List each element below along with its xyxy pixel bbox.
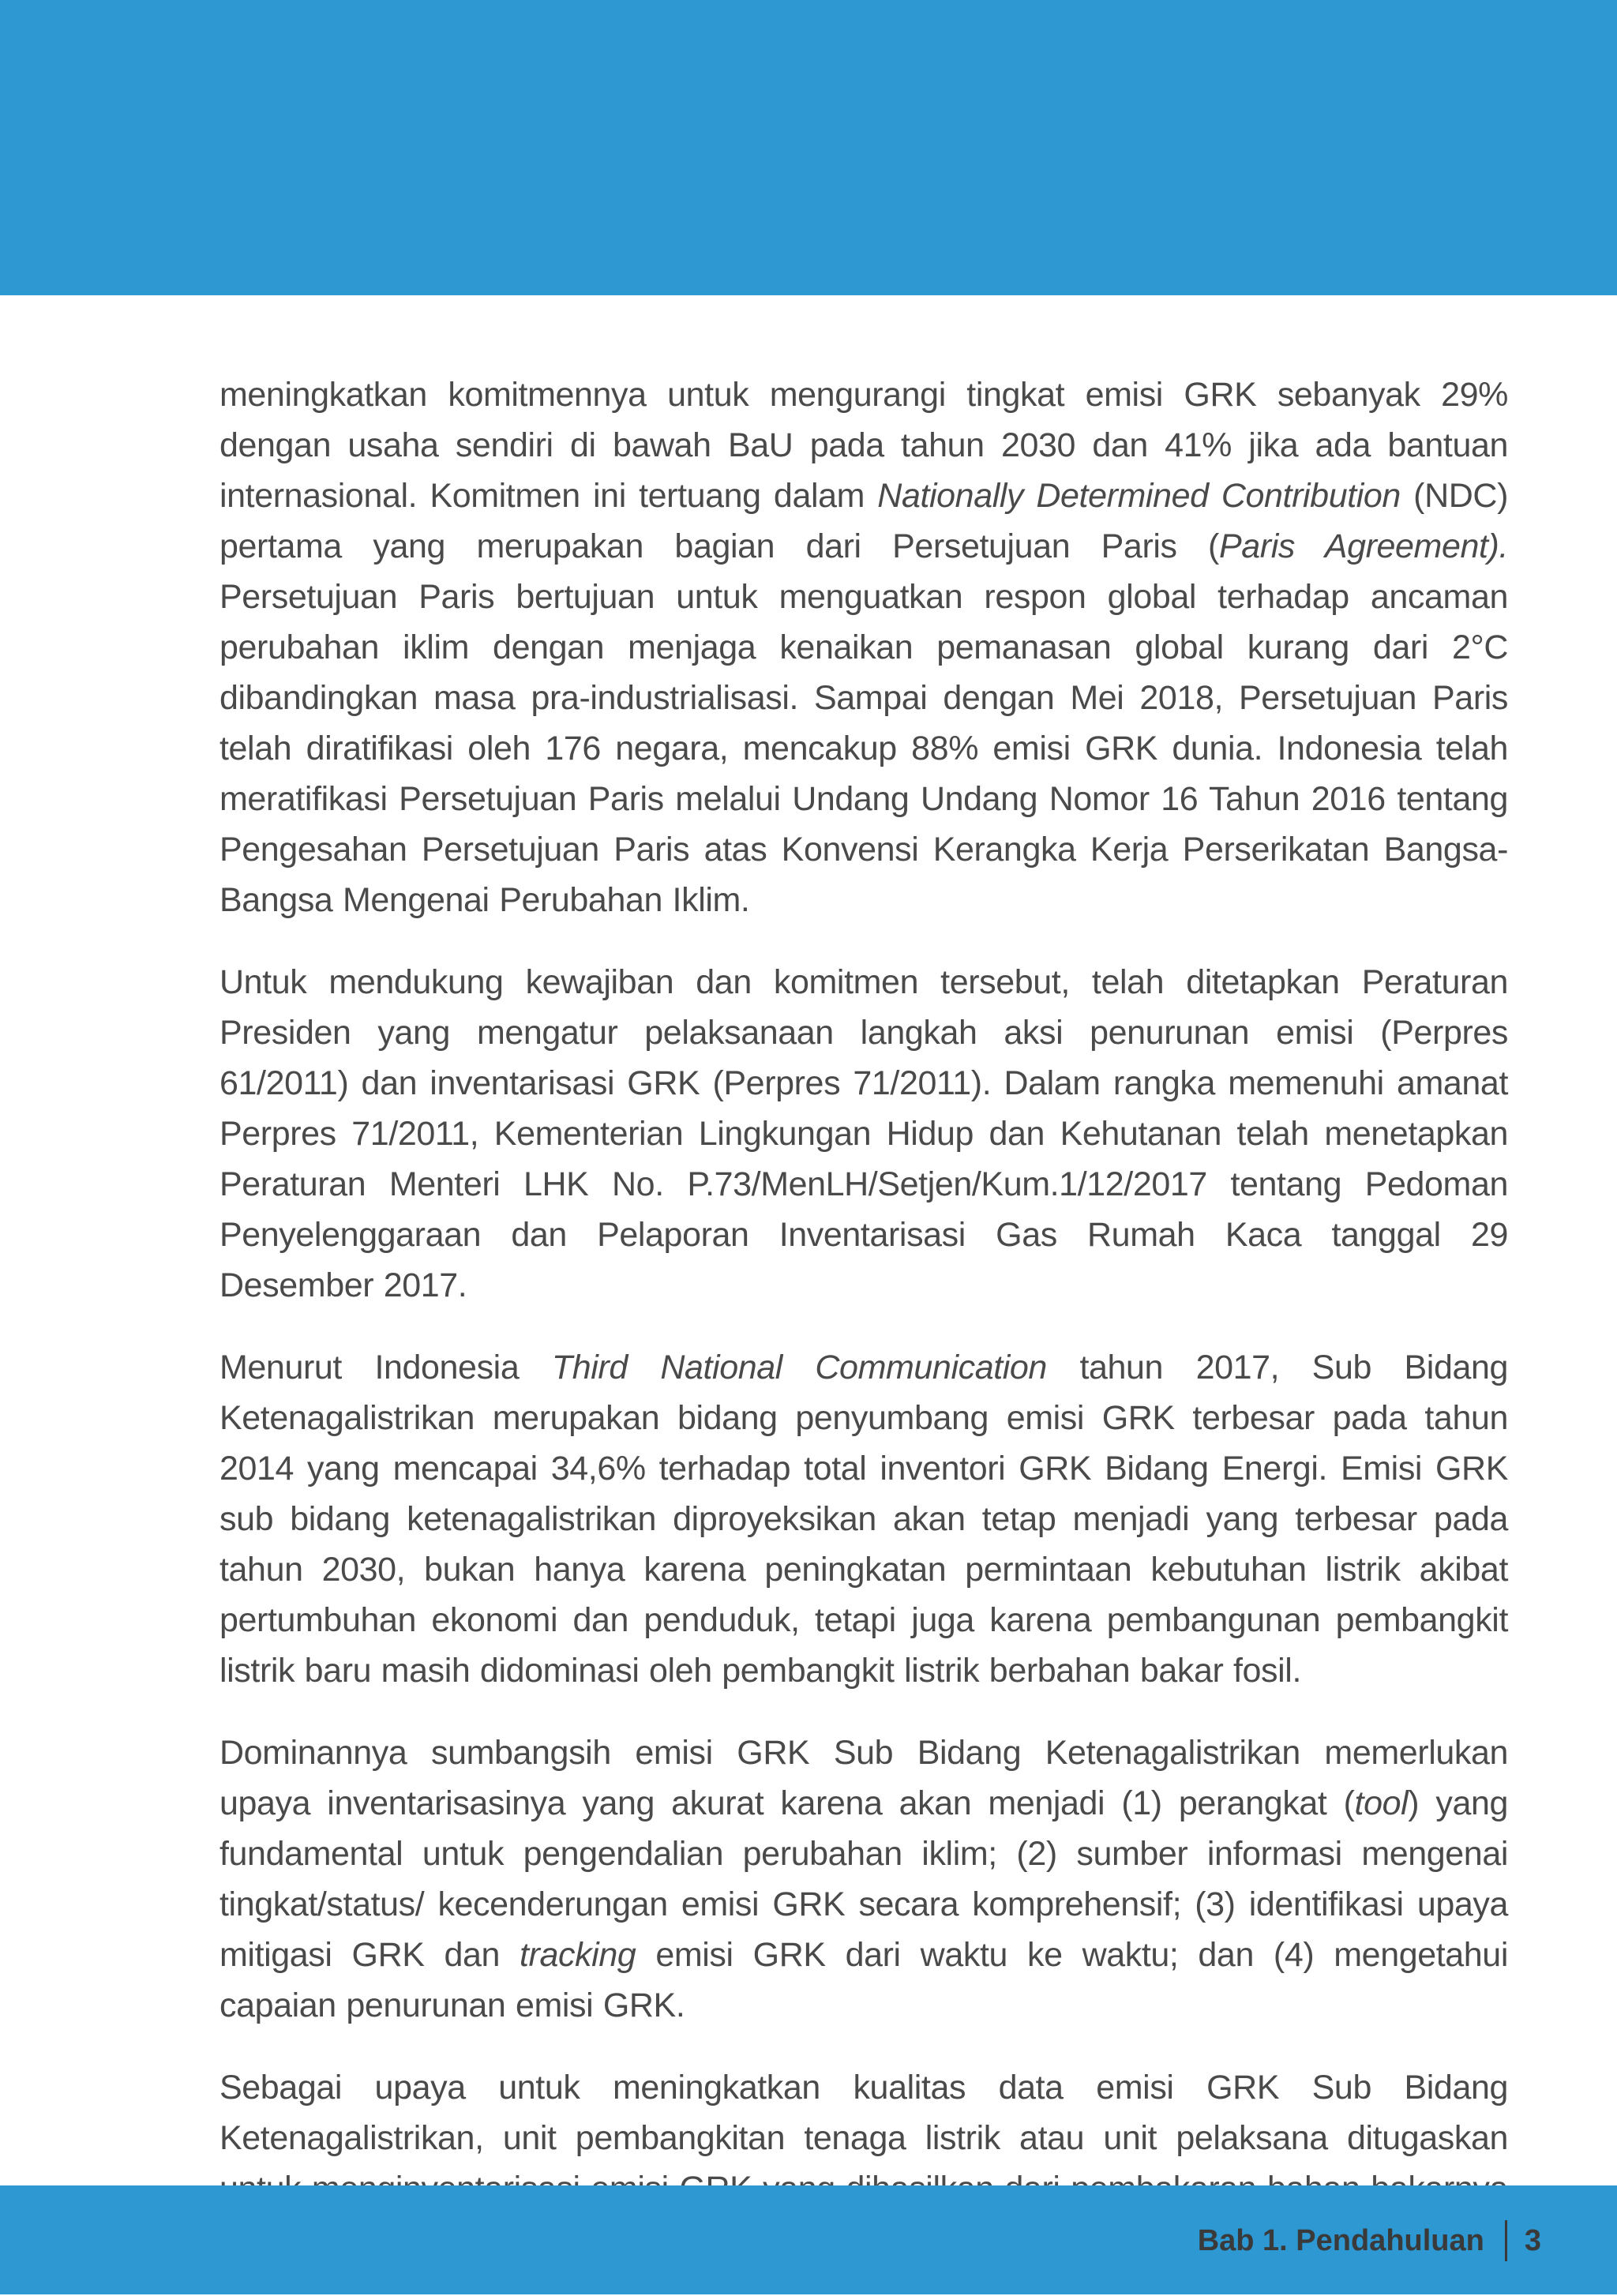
text-run: Dominannya sumbangsih emisi GRK Sub Bidang Ketenagalistrikan memerlukan upaya inventarisasinya yang akurat karena akan menjadi (1) perangkat ( [219,1734,1508,1822]
text-run: meningkatkan komitmennya untuk mengurangi tingkat emisi GRK sebanyak 29% dengan usaha sendiri di bawah BaU pada tahun 2030 dan 41% jika ada bantuan internasional. Komitmen ini tertuang dalam [219,376,1508,515]
paragraph [219,1728,1508,2031]
text-run: Persetujuan Paris bertujuan untuk menguatkan respon global terhadap ancaman perubahan iklim dengan menjaga kenaikan pemanasan global kurang dari 2°C dibandingkan masa pra-industrialisasi. Sampai dengan Mei 2018, Persetujuan Paris telah diratifikasi oleh 176 negara, mencakup 88% emisi GRK dunia. Indonesia telah meratifikasi Persetujuan Paris melalui Undang Undang Nomor 16 Tahun 2016 tentang Pengesahan Persetujuan Paris atas Konvensi Kerangka Kerja Perserikatan Bangsa-Bangsa Mengenai Perubahan Iklim. [219,578,1508,919]
page-footer [1198,2217,1541,2264]
text-run: tahun 2017, Sub Bidang Ketenagalistrikan merupakan bidang penyumbang emisi GRK terbesar pada tahun 2014 yang mencapai 34,6% terhadap total inventori GRK Bidang Energi. Emisi GRK sub bidang ketenagalistrikan diproyeksikan akan tetap menjadi yang terbesar pada tahun 2030, bukan hanya karena peningkatan permintaan kebutuhan listrik akibat pertumbuhan ekonomi dan penduduk, tetapi juga karena pembangunan pembangkit listrik baru masih didominasi oleh pembangkit listrik berbahan bakar fosil. [219,1349,1508,1690]
footer-divider [1505,2220,1507,2261]
paragraph [219,1342,1508,1696]
paragraph [219,370,1508,925]
text-run: emisi GRK dari waktu ke waktu; dan (4) mengetahui capaian penurunan emisi GRK. [219,1936,1508,2024]
body-text [219,370,1508,2296]
italic-text: tracking [520,1936,636,1974]
text-run: (NDC) pertama yang merupakan bagian dari Persetujuan Paris ( [219,477,1508,565]
header-band [0,0,1617,295]
page-number: 3 [1524,2223,1541,2257]
paragraph [219,957,1508,1311]
italic-text: tool [1354,1784,1409,1822]
italic-text: Nationally Determined Contribution [877,477,1401,515]
text-run: ) yang fundamental untuk pengendalian perubahan iklim; (2) sumber informasi mengenai tingkat/status/ kecenderungan emisi GRK secara komprehensif; (3) identifikasi upaya mitigasi GRK dan [219,1784,1508,1974]
text-run: Sebagai upaya untuk meningkatkan kualitas data emisi GRK Sub Bidang Ketenagalistrikan, unit pembangkitan tenaga listrik atau unit pelaksana ditugaskan [219,2069,1508,2157]
text-run: Untuk mendukung kewajiban dan komitmen tersebut, telah ditetapkan Peraturan Presiden yang mengatur pelaksanaan langkah aksi penurunan emisi (Perpres 61/2011) dan inventarisasi GRK (Perpres 71/2011). Dalam rangka memenuhi amanat Perpres 71/2011, Kementerian Lingkungan Hidup dan Kehutanan telah menetapkan Peraturan Menteri LHK No. P.73/MenLH/Setjen/Kum.1/12/2017 tentang Pedoman Penyelenggaraan dan Pelaporan Inventarisasi Gas Rumah Kaca tanggal 29 Desember 2017. [219,963,1508,1304]
chapter-title: Bab 1. Pendahuluan [1197,2223,1484,2257]
italic-text: Third National Communication [551,1349,1047,1386]
text-run: Menurut Indonesia [219,1349,552,1386]
italic-text: Paris Agreement). [1218,527,1508,565]
